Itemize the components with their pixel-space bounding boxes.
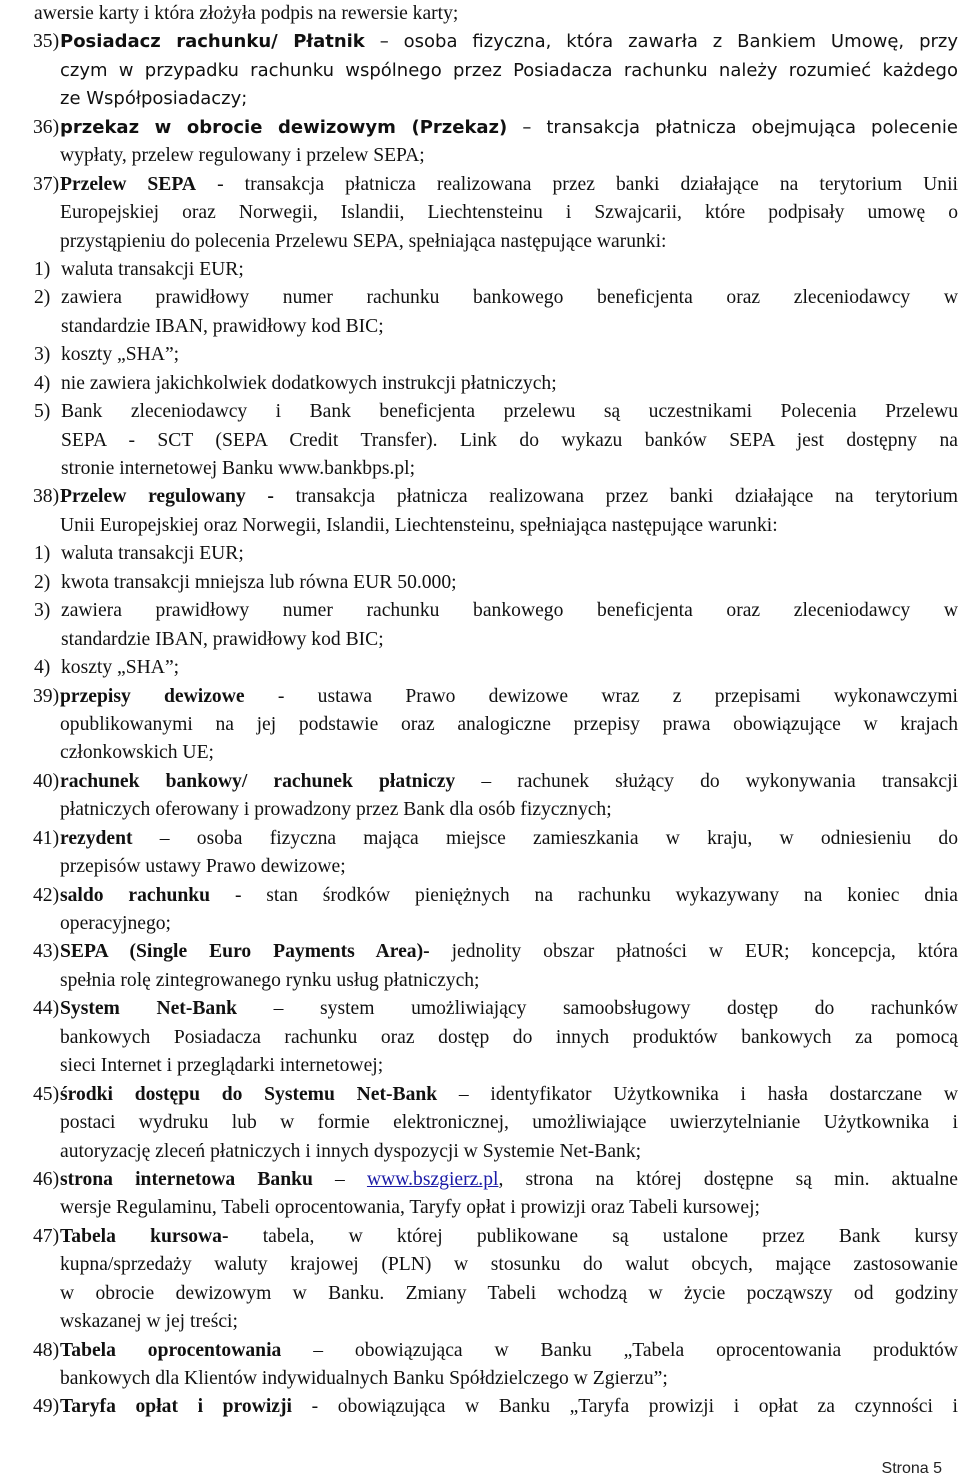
sub-text: waluta transakcji EUR; [61, 543, 244, 565]
term: środki dostępu do Systemu Net-Bank [60, 1083, 438, 1105]
term: przekaz w obrocie dewizowym (Przekaz) [60, 116, 508, 138]
text-line: ze Współposiadaczy; [60, 88, 248, 110]
sub-item [34, 540, 958, 568]
item-37 [33, 171, 958, 199]
item-number: 43) [33, 941, 60, 963]
term: Przelew regulowany - [60, 486, 274, 508]
item-41 [33, 825, 958, 853]
text-line: awersie karty i która złożyła podpis na rewersie karty; [34, 3, 459, 24]
term: przepisy dewizowe [60, 685, 245, 707]
text-line: SEPA - SCT (SEPA Credit Transfer). Link do wykazu banków SEPA jest dostępny na [61, 429, 958, 451]
item-number: 44) [33, 998, 60, 1020]
text-line: wypłaty, przelew regulowany i przelew SEPA; [60, 145, 425, 167]
sub-number: 3) [34, 344, 51, 366]
definition: transakcja płatnicza realizowana przez banki działające na terytorium [273, 486, 958, 508]
sub-number: 2) [34, 287, 51, 309]
text-line: bankowych Posiadacza rachunku oraz dostęp do innych produktów bankowych za pomocą [60, 1026, 958, 1048]
item-35 [33, 28, 959, 56]
text-line: bankowych dla Klientów indywidualnych Banku Spółdzielczego w Zgierzu”; [60, 1368, 668, 1389]
text-line: operacyjnego; [60, 913, 171, 934]
item-47 [33, 1223, 958, 1251]
text-line: wersje Regulaminu, Tabeli oprocentowania, Taryfy opłat i prowizji oraz Tabeli kursowej; [60, 1197, 760, 1219]
text-line: standardzie IBAN, prawidłowy kod BIC; [61, 315, 384, 337]
item-46 [33, 1166, 958, 1194]
sub-item [34, 370, 958, 398]
sub-number: 2) [34, 571, 51, 593]
sub-text: nie zawiera jakichkolwiek dodatkowych instrukcji płatniczych; [61, 372, 557, 394]
text-line: Unii Europejskiej oraz Norwegii, Islandii, Liechtensteinu, spełniająca następujące warunki: [60, 514, 778, 536]
text-line: przepisów ustawy Prawo dewizowe; [60, 856, 346, 878]
item-43 [33, 938, 959, 966]
page-number: Strona 5 [881, 1460, 942, 1477]
sub-text: zawiera prawidłowy numer rachunku bankowego beneficjenta oraz zleceniodawcy w [61, 287, 958, 309]
text-line: spełnia rolę zintegrowanego rynku usług płatniczych; [60, 969, 480, 991]
item-number: 38) [33, 486, 60, 508]
item-40 [33, 768, 958, 796]
term: Tabela kursowa- [60, 1225, 229, 1247]
term: saldo rachunku [60, 884, 211, 906]
definition: – system umożliwiający samoobsługowy dostęp do rachunków [237, 998, 958, 1020]
sub-item [34, 341, 958, 369]
text-line: czym w przypadku rachunku wspólnego przez Posiadacza rachunku należy rozumieć każdego [60, 59, 958, 81]
sub-number: 1) [34, 258, 51, 280]
sub-text: kwota transakcji mniejsza lub równa EUR 50.000; [61, 571, 457, 593]
text-line: autoryzację zleceń płatniczych i innych dyspozycji w Systemie Net-Bank; [60, 1140, 642, 1162]
sub-text: Bank zleceniodawcy i Bank beneficjenta przelewu są uczestnikami Polecenia Przelewu [61, 401, 958, 423]
item-48 [33, 1337, 958, 1365]
sub-text: zawiera prawidłowy numer rachunku bankowego beneficjenta oraz zleceniodawcy w [61, 600, 958, 622]
term: Tabela oprocentowania [60, 1339, 282, 1361]
term: rachunek bankowy/ rachunek płatniczy [60, 770, 456, 792]
sub-number: 4) [34, 372, 51, 394]
text-line: płatniczych oferowany i prowadzony przez Bank dla osób fizycznych; [60, 799, 612, 821]
item-42 [33, 882, 958, 910]
item-number: 48) [33, 1339, 60, 1361]
sub-text: waluta transakcji EUR; [61, 258, 244, 280]
item-number: 47) [33, 1225, 60, 1247]
definition: – transakcja płatnicza obejmująca polecenie [507, 116, 958, 138]
definition: , strona na której dostępne są min. aktualne [498, 1168, 958, 1190]
text-line: kupna/sprzedaży waluty krajowej (PLN) w stosunku do walut obcych, mające zastosowanie [60, 1254, 958, 1276]
definition: – identyfikator Użytkownika i hasła dostarczane w [437, 1083, 958, 1105]
term: strona internetowa Banku [60, 1168, 313, 1190]
item-38 [33, 483, 958, 511]
item-number: 42) [33, 884, 60, 906]
item-45 [33, 1081, 958, 1109]
document-page [34, 0, 958, 1422]
item-number: 37) [33, 173, 60, 195]
text-line: członkowskich UE; [60, 742, 214, 764]
term: SEPA (Single Euro Payments Area)- [60, 941, 430, 963]
definition: – rachunek służący do wykonywania transakcji [455, 770, 958, 792]
sub-number: 1) [34, 543, 51, 565]
term: rezydent [60, 827, 133, 849]
item-number: 35) [33, 31, 60, 53]
definition: - transakcja płatnicza realizowana przez banki działające na terytorium Unii [196, 173, 958, 195]
sub-number: 3) [34, 600, 51, 622]
term: System Net-Bank [60, 998, 238, 1020]
definition: tabela, w której publikowane są ustalone przez Bank kursy [228, 1225, 958, 1247]
item-44 [33, 995, 958, 1023]
sub-item [34, 654, 958, 682]
text-line: standardzie IBAN, prawidłowy kod BIC; [61, 628, 384, 650]
text-line: postaci wydruku lub w formie elektronicznej, umożliwiające uwierzytelnianie Użytkownika i [60, 1112, 958, 1134]
item-number: 46) [33, 1168, 60, 1190]
sub-number: 5) [34, 401, 51, 423]
item-number: 39) [33, 685, 60, 707]
definition: – osoba fizyczna mająca miejsce zamieszkania w kraju, w odniesieniu do [132, 827, 958, 849]
definition: - obowiązująca w Banku „Taryfa prowizji i opłat za czynności i [291, 1396, 958, 1418]
sub-item [34, 597, 958, 625]
term: Taryfa opłat i prowizji [60, 1396, 292, 1418]
sub-item [34, 256, 958, 284]
term: Przelew SEPA [60, 173, 197, 195]
text-line: przystąpieniu do polecenia Przelewu SEPA, spełniająca następujące warunki: [60, 230, 667, 252]
item-49 [33, 1393, 958, 1421]
text-line: sieci Internet i przeglądarki internetowej; [60, 1055, 384, 1077]
item-number: 40) [33, 770, 60, 792]
term: Posiadacz rachunku/ Płatnik [60, 31, 365, 53]
item-number: 41) [33, 827, 60, 849]
item-number: 36) [33, 116, 60, 138]
text-line: wskazanej w jej treści; [60, 1311, 238, 1333]
definition: – osoba fizyczna, która zawarła z Bankiem Umowę, przy [364, 31, 959, 53]
dash: – [312, 1168, 367, 1190]
sub-item [34, 398, 958, 426]
text-line: opublikowanymi na jej podstawie oraz analogiczne przepisy prawa obowiązujące w krajach [60, 713, 958, 735]
item-number: 49) [33, 1396, 60, 1418]
sub-item [34, 569, 958, 597]
sub-item [34, 284, 958, 312]
bank-website-link[interactable]: www.bszgierz.pl [366, 1168, 499, 1190]
sub-number: 4) [34, 657, 51, 679]
definition: jednolity obszar płatności w EUR; koncepcja, która [429, 941, 959, 963]
definition: – obowiązująca w Banku „Tabela oprocentowania produktów [281, 1339, 958, 1361]
item-36 [33, 114, 958, 142]
definition: - stan środków pieniężnych na rachunku wykazywany na koniec dnia [210, 884, 958, 906]
item-39 [33, 683, 958, 711]
sub-text: koszty „SHA”; [61, 657, 180, 679]
text-line: Europejskiej oraz Norwegii, Islandii, Liechtensteinu i Szwajcarii, które podpisały umowę o [60, 202, 958, 224]
text-line: stronie internetowej Banku www.bankbps.pl; [61, 458, 416, 479]
sub-text: koszty „SHA”; [61, 344, 180, 366]
definition: - ustawa Prawo dewizowe wraz z przepisami wykonawczymi [244, 685, 958, 707]
text-line: w obrocie dewizowym w Banku. Zmiany Tabeli wchodzą w życie począwszy od godziny [60, 1282, 958, 1304]
item-number: 45) [33, 1083, 60, 1105]
